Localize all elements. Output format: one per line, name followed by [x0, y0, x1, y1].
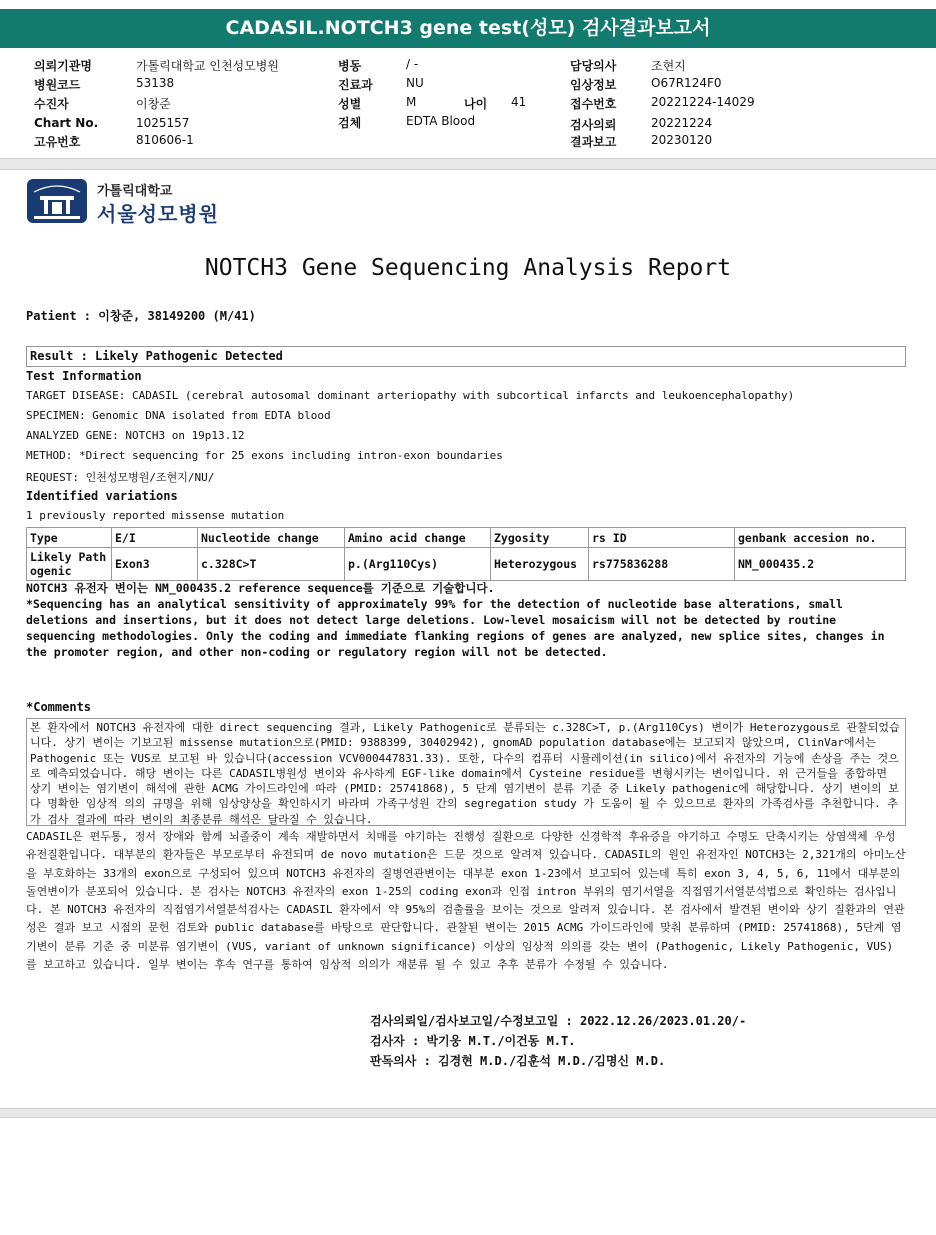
col-rsid: rs ID [589, 528, 735, 548]
label-ward: 병동 [338, 59, 362, 73]
label-receipt-no: 접수번호 [570, 97, 617, 111]
label-request-date: 검사의뢰 [570, 118, 617, 132]
variations-heading: Identified variations [26, 489, 178, 503]
label-age: 나이 [464, 97, 488, 111]
value-sex: M [406, 95, 417, 109]
value-report-date: 20230120 [651, 133, 713, 147]
table-row [27, 548, 906, 581]
value-chart-no: 1025157 [136, 116, 190, 130]
specimen-line: SPECIMEN: Genomic DNA isolated from EDTA blood [26, 409, 331, 422]
result-box: Result : Likely Pathogenic Detected [26, 346, 906, 367]
label-patient: 수진자 [34, 97, 69, 111]
value-doctor: 조현지 [651, 59, 686, 73]
request-line: REQUEST: 인천성모병원/조현지/NU/ [26, 471, 215, 484]
label-sex: 성별 [338, 97, 362, 111]
variation-table [26, 527, 906, 581]
page-title: NOTCH3 Gene Sequencing Analysis Report [204, 255, 732, 281]
value-request-date: 20221224 [651, 116, 713, 130]
label-institution: 의뢰기관명 [34, 59, 92, 73]
value-unique-no: 810606-1 [136, 133, 194, 147]
label-report-date: 결과보고 [570, 135, 617, 149]
col-genbank: genbank accesion no. [735, 528, 906, 548]
cell-rsid: rs775836288 [589, 548, 735, 581]
value-age: 41 [511, 95, 527, 109]
reference-note: NOTCH3 유전자 변이는 NM_000435.2 reference sequence를 기준으로 기술합니다. [26, 581, 495, 595]
label-unique-no: 고유번호 [34, 135, 81, 149]
hospital-emblem-icon [26, 178, 88, 224]
header-info [0, 55, 936, 155]
label-specimen: 검체 [338, 116, 362, 130]
header-divider [0, 158, 936, 170]
comments-heading: *Comments [26, 700, 92, 714]
value-department: NU [406, 76, 424, 90]
cell-genbank: NM_000435.2 [735, 548, 906, 581]
patient-line: Patient : 이창준, 38149200 (M/41) [26, 309, 256, 323]
col-zygosity: Zygosity [491, 528, 589, 548]
sign-doctor: 판독의사 : 김경현 M.D./김훈석 M.D./김명신 M.D. [370, 1054, 666, 1068]
col-type: Type [27, 528, 112, 548]
variations-summary: 1 previously reported missense mutation [26, 509, 285, 522]
value-patient: 이창준 [136, 97, 171, 111]
sign-dates: 검사의뢰일/검사보고일/수정보고일 : 2022.12.26/2023.01.20/- [370, 1014, 747, 1028]
col-ei: E/I [112, 528, 198, 548]
cell-amino-acid: p.(Arg110Cys) [345, 548, 491, 581]
cell-nucleotide: c.328C>T [198, 548, 345, 581]
report-title-bar: CADASIL.NOTCH3 gene test(성모) 검사결과보고서 [0, 9, 936, 48]
value-receipt-no: 20221224-14029 [651, 95, 755, 109]
method-line: METHOD: *Direct sequencing for 25 exons including intron-exon boundaries [26, 449, 503, 462]
label-department: 진료과 [338, 78, 373, 92]
footer-divider [0, 1108, 936, 1118]
value-hospital-code: 53138 [136, 76, 175, 90]
sign-tester: 검사자 : 박기웅 M.T./이건동 M.T. [370, 1034, 576, 1048]
comments-box: 본 환자에서 NOTCH3 유전자에 대한 direct sequencing 결과, Likely Pathogenic로 분류되는 c.328C>T, p.(Arg110Cys) 변이가 Heterozygous로 관찰되었습니다. 상기 변이는 기보고된 missense mutation으로(PMID: 9388399, 30402942), gnomAD population database에는 보고되지 않았으며, ClinVar에서는 Pathogenic 또는 VUS로 보고된 바 있습니다(accession VCV000447831.33). 또한, 다수의 컴퓨터 시뮬레이션(in silico)에서 유전자의 기능에 손상을 주는 것으로 예측되었습니다. 해당 변이는 다른 CADASIL병원성 변이와 유사하게 EGF-like domain에서 Cysteine residue를 변형시키는 변이입니다. 위 근거들을 종합하면 상기 변이는 염기변이 해석에 관한 ACMG 가이드라인에 따라 (PMID: 25741868), 5 단계 염기변이 분류 기준 중 Likely pathogenic에 해당합니다. 상기 변이의 보다 명확한 임상적 의의 규명을 위해 임상양상을 확인하시기 바라며 가족구성원 간의 segregation study 가 도움이 될 수 있으므로 환자의 가족검사를 추천합니다. 추가 검사 결과에 따라 변이의 최종분류 해석은 달라질 수 있습니다. [26, 718, 906, 826]
value-institution: 가톨릭대학교 인천성모병원 [136, 59, 279, 73]
value-clinical-info: O67R124F0 [651, 76, 722, 90]
value-specimen: EDTA Blood [406, 114, 476, 128]
test-info-heading: Test Information [26, 369, 142, 383]
label-clinical-info: 임상정보 [570, 78, 617, 92]
col-amino-acid: Amino acid change [345, 528, 491, 548]
label-doctor: 담당의사 [570, 59, 617, 73]
comments-body: CADASIL은 편두통, 정서 장애와 함께 뇌졸중이 계속 재발하면서 치매를 야기하는 진행성 질환으로 다양한 신경학적 후유증을 야기하고 수명도 단축시키는 상염색체 우성 유전질환입니다. 대부분의 환자들은 부모로부터 유전되며 de novo mutation은 드문 것으로 알려져 있습니다. CADASIL의 원인 유전자인 NOTCH3는 2,321개의 아미노산을 부호화하는 33개의 exon으로 구성되어 있으며 NOTCH3 유전자의 질병연관변이는 대부분 exon 1-23에서 보고되어 있는데 특히 exon 3, 4, 5, 6, 11에서 대부분의 돌연변이가 분포되어 있습니다. 본 검사는 NOTCH3 유전자의 exon 1-25의 coding exon과 인접 intron 부위의 염기서열을 직접염기서열분석법으로 확인하는 검사입니다. 본 NOTCH3 유전자의 직접염기서열분석검사는 CADASIL 환자에서 약 95%의 검출률을 보이는 것으로 알려져 있습니다. 본 검사에서 발견된 변이와 상기 질환과의 연관성은 결과 보고 시점의 문헌 검토와 public database를 바탕으로 판단합니다. 관찰된 변이는 2015 ACMG 가이드라인에 맞춰 분류하며 (PMID: 25741868), 5단계 염기변이 분류 기준 중 미분류 염기변이 (VUS, variant of unknown significance) 이상의 임상적 의의를 갖는 변이 (Pathogenic, Likely Pathogenic, VUS) 를 보고하고 있습니다. 일부 변이는 후속 연구를 통하여 임상적 의의가 재분류 될 수 있고 추후 분류가 수정될 수 있습니다. [26, 830, 906, 972]
table-header-row [27, 528, 906, 548]
cell-ei: Exon3 [112, 548, 198, 581]
target-disease: TARGET DISEASE: CADASIL (cerebral autosomal dominant arteriopathy with subcortical infarcts and leukoencephalopathy) [26, 389, 795, 402]
label-hospital-code: 병원코드 [34, 78, 81, 92]
sensitivity-note: *Sequencing has an analytical sensitivity of approximately 99% for the detection of nucleotide base alterations, small deletions and insertions, but it does not detect large deletions. Low-level mosaicism will not be detected by routine sequencing methodologies. Only the coding and immediate flanking regions of genes are analyzed, new splice sites, changes in the promoter region, and other non-coding or regulatory region will not be detected. [26, 597, 885, 659]
value-ward: / - [406, 57, 419, 71]
logo-univ-name: 가톨릭대학교 [97, 184, 173, 199]
label-chart-no: Chart No. [34, 116, 99, 130]
col-nucleotide: Nucleotide change [198, 528, 345, 548]
cell-type: Likely Path ogenic [27, 548, 112, 581]
analyzed-gene: ANALYZED GENE: NOTCH3 on 19p13.12 [26, 429, 245, 442]
cell-zygosity: Heterozygous [491, 548, 589, 581]
logo-hospital-name: 서울성모병원 [97, 202, 219, 226]
